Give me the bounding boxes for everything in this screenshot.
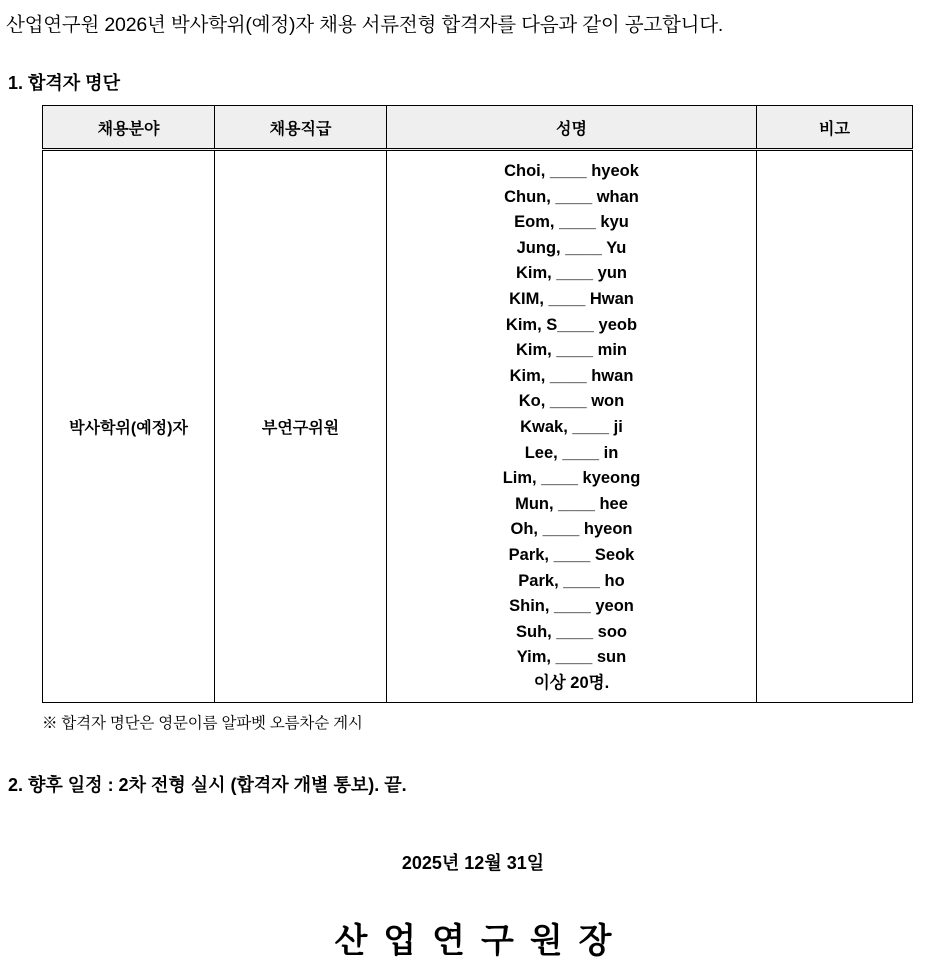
- column-header-field: 채용분야: [43, 106, 215, 150]
- list-item: Kim, ____ yun: [516, 264, 627, 283]
- list-item: Ko, ____ won: [518, 392, 625, 411]
- list-item: KIM, ____ Hwan: [509, 289, 634, 308]
- list-item: Kim, ____ min: [516, 341, 627, 360]
- list-item: Suh, ____ soo: [516, 622, 627, 641]
- list-item: Chun, ____ whan: [504, 187, 639, 206]
- list-item: Park, ____ Seok: [508, 545, 635, 564]
- cell-names-list: [387, 150, 757, 703]
- issuer-signature: 산업연구원장: [334, 922, 628, 961]
- list-item: Choi, ____ hyeok: [504, 162, 639, 180]
- list-item: Shin, ____ yeon: [509, 597, 634, 616]
- table-header-row: [43, 106, 913, 150]
- intro-paragraph: 산업연구원 2026년 박사학위(예정)자 채용 서류전형 합격자를 다음과 같이 공고합니다.: [6, 14, 724, 36]
- list-item: Park, ____ ho: [518, 571, 625, 590]
- cell-note: [757, 150, 913, 703]
- list-item: Oh, ____ hyeon: [510, 520, 633, 539]
- list-item: Lee, ____ in: [524, 443, 619, 462]
- column-header-grade: 채용직급: [215, 106, 387, 150]
- names-total-count: 이상 20명.: [533, 673, 610, 692]
- list-item: Eom, ____ kyu: [514, 213, 629, 232]
- table-footnote: ※ 합격자 명단은 영문이름 알파벳 오름차순 게시: [42, 715, 363, 733]
- table-row: [43, 150, 913, 703]
- list-item: Yim, ____ sun: [516, 648, 627, 667]
- list-item: Mun, ____ hee: [515, 494, 628, 513]
- section-1-heading: 1. 합격자 명단: [8, 73, 120, 93]
- list-item: Kim, S____ yeob: [505, 315, 638, 334]
- cell-recruitment-grade: 부연구위원: [215, 150, 387, 703]
- column-header-name: 성명: [387, 106, 757, 150]
- issue-date: 2025년 12월 31일: [401, 853, 545, 874]
- list-item: Lim, ____ kyeong: [502, 469, 641, 488]
- list-item: Kwak, ____ ji: [520, 417, 623, 436]
- list-item: Kim, ____ hwan: [509, 366, 634, 385]
- list-item: Jung, ____ Yu: [516, 238, 627, 257]
- column-header-note: 비고: [757, 106, 913, 150]
- section-2-schedule: 2. 향후 일정 : 2차 전형 실시 (합격자 개별 통보). 끝.: [8, 775, 407, 796]
- cell-recruitment-field: 박사학위(예정)자: [43, 150, 215, 703]
- successful-candidates-table: [42, 105, 913, 703]
